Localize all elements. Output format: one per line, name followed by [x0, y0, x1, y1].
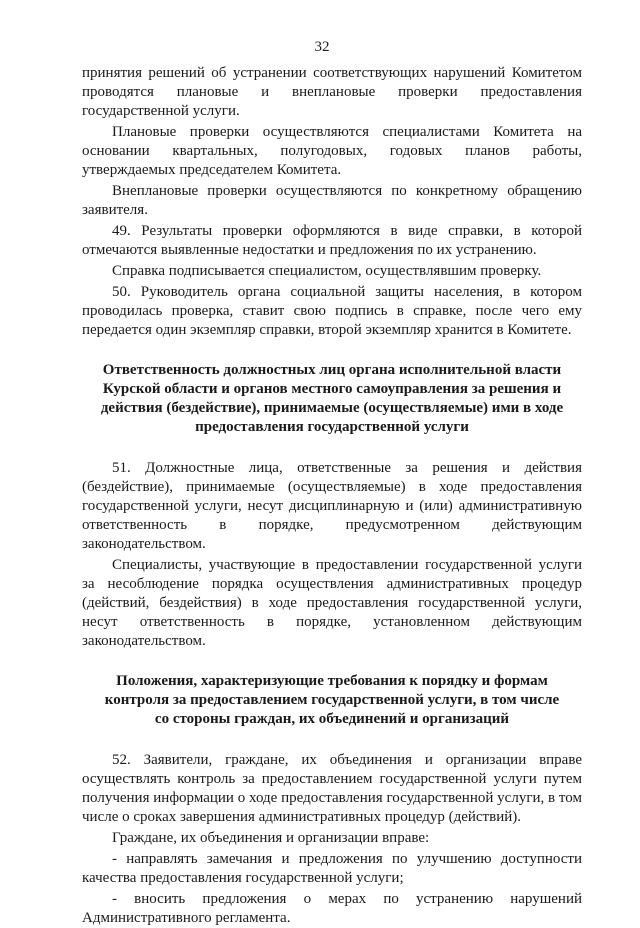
paragraph-51: 51. Должностные лица, ответственные за решения и действия (бездействие), принимаемые (осуществляемые) в ходе предоставления государственной услуги, несут дисциплинарную и (или) административную ответственность в порядке, предусмотренном действующим законодательством.	[82, 460, 582, 552]
paragraph-52: 52. Заявители, граждане, их объединения и организации вправе осуществлять контроль за предоставлением государственной услуги путем получения информации о ходе предоставления государственной услуги, в том числе о сроках завершения административных процедур (действий).	[82, 752, 582, 825]
paragraph-50: 50. Руководитель органа социальной защиты населения, в котором проводилась проверка, ставит свою подпись в справке, после чего ему передается один экземпляр справки, второй экземпляр хранится в Комитете.	[82, 284, 582, 338]
section-heading-control-requirements: Положения, характеризующие требования к порядку и формам контроля за предоставлением государственной услуги, в том числе со стороны граждан, их объединений и организаций	[104, 673, 560, 727]
list-item-proposals: - вносить предложения о мерах по устранению нарушений Административного регламента.	[82, 891, 582, 926]
paragraph-continuation: принятия решений об устранении соответствующих нарушений Комитетом проводятся плановые и внеплановые проверки предоставления государственной услуги.	[82, 65, 582, 119]
paragraph-49: 49. Результаты проверки оформляются в виде справки, в которой отмечаются выявленные недостатки и предложения по их устранению.	[82, 223, 582, 258]
section-heading-responsibility: Ответственность должностных лиц органа исполнительной власти Курской области и органов местного самоуправления за решения и действия (бездействие), принимаемые (осуществляемые) ими в ходе предоставления государственной услуги	[100, 362, 564, 435]
page-number: 32	[314, 39, 330, 55]
paragraph-citizens-rights: Граждане, их объединения и организации вправе:	[112, 830, 430, 846]
paragraph-planned-inspections: Плановые проверки осуществляются специалистами Комитета на основании квартальных, полугодовых, годовых планов работы, утверждаемых председателем Комитета.	[82, 124, 582, 178]
paragraph-unplanned-inspections: Внеплановые проверки осуществляются по конкретному обращению заявителя.	[82, 183, 582, 218]
paragraph-specialists-responsibility: Специалисты, участвующие в предоставлении государственной услуги за несоблюдение порядка осуществления административных процедур (действий, бездействия) в ходе предоставления государственной услуги, несут ответственность в порядке, установленном действующим законодательством.	[82, 557, 582, 649]
paragraph-certificate-signed: Справка подписывается специалистом, осуществлявшим проверку.	[112, 263, 542, 279]
list-item-remarks: - направлять замечания и предложения по улучшению доступности качества предоставления государственной услуги;	[82, 851, 582, 886]
